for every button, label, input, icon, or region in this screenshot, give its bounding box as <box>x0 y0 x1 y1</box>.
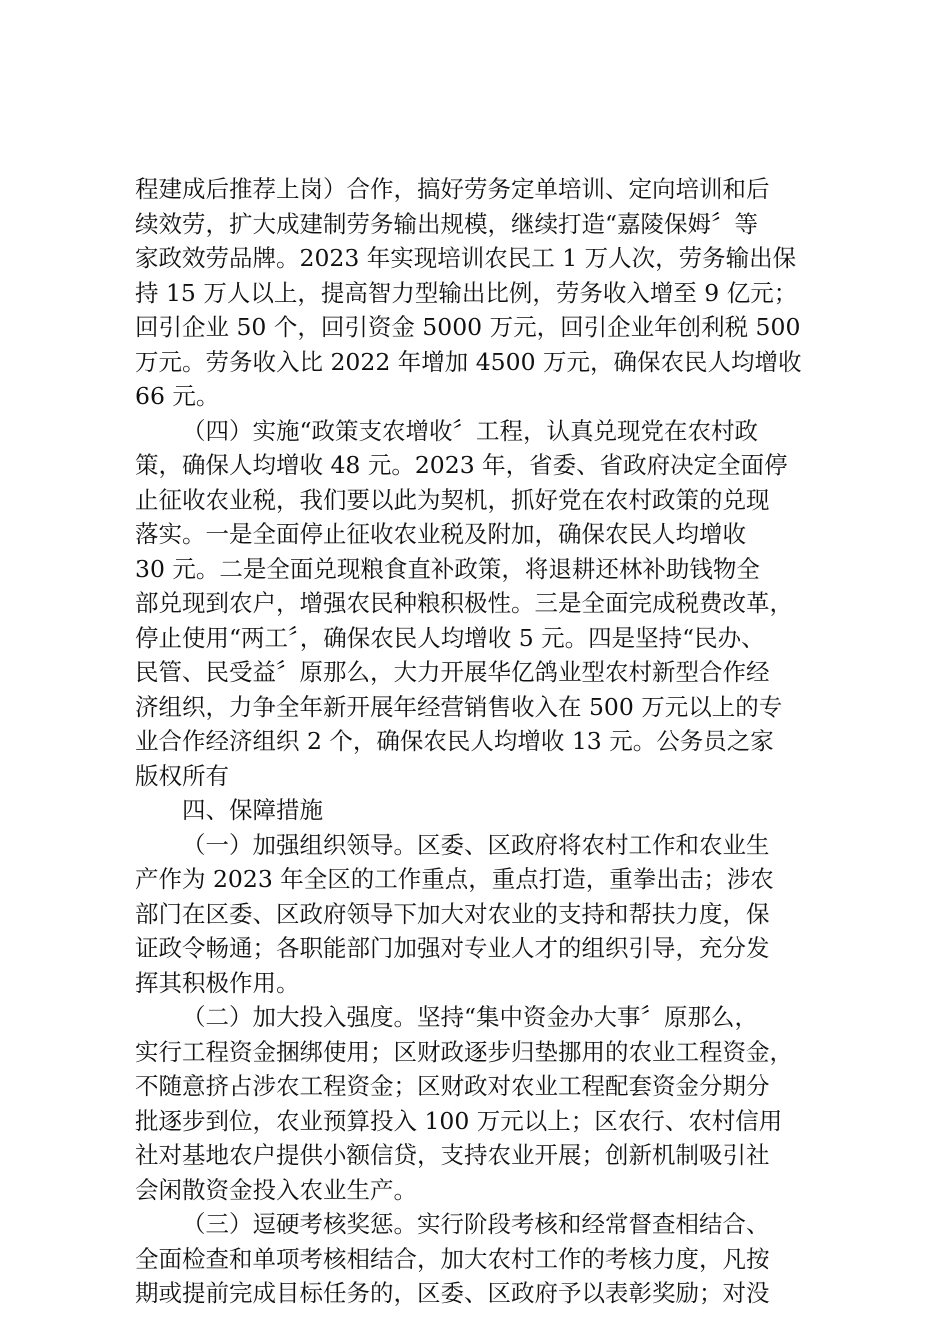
paragraph-line: 产作为 2023 年全区的工作重点，重点打造，重拳出击；涉农 <box>135 865 774 893</box>
paragraph-line: 期或提前完成目标任务的，区委、区政府予以表彰奖励；对没 <box>135 1279 770 1307</box>
paragraph-line: 版权所有 <box>135 761 229 790</box>
paragraph-line: （二）加大投入强度。坚持“集中资金办大事〞原那么， <box>182 1003 759 1031</box>
paragraph-line: 66 元。 <box>135 382 220 410</box>
paragraph-line: 部门在区委、区政府领导下加大对农业的支持和帮扶力度，保 <box>135 899 770 928</box>
paragraph-line: 30 元。二是全面兑现粮食直补政策，将退耕还林补助钱物全 <box>135 554 760 583</box>
section-heading: 四、保障措施 <box>182 796 323 824</box>
paragraph-line: 济组织，力争全年新开展年经营销售收入在 500 万元以上的专 <box>135 692 783 721</box>
paragraph-line: 续效劳，扩大成建制劳务输出规模，继续打造“嘉陵保姆〞等 <box>135 209 759 238</box>
paragraph-line: 批逐步到位，农业预算投入 100 万元以上；区农行、农村信用 <box>135 1106 783 1135</box>
paragraph-line: 策，确保人均增收 48 元。2023 年，省委、省政府决定全面停 <box>135 451 788 479</box>
paragraph-line: 会闲散资金投入农业生产。 <box>135 1175 417 1204</box>
paragraph-line: 不随意挤占涉农工程资金；区财政对农业工程配套资金分期分 <box>135 1072 770 1100</box>
paragraph-line: 止征收农业税，我们要以此为契机，抓好党在农村政策的兑现 <box>135 485 770 514</box>
paragraph-line: 全面检查和单项考核相结合，加大农村工作的考核力度，凡按 <box>135 1244 770 1273</box>
paragraph-line: 停止使用“两工〞，确保农民人均增收 5 元。四是坚持“民办、 <box>135 623 765 652</box>
paragraph-line: 程建成后推荐上岗）合作，搞好劳务定单培训、定向培训和后 <box>135 175 770 203</box>
paragraph-line: 民管、民受益〞原那么，大力开展华亿鸽业型农村新型合作经 <box>135 658 770 686</box>
paragraph-line: 挥其积极作用。 <box>135 968 300 997</box>
paragraph-line: 家政效劳品牌。2023 年实现培训农民工 1 万人次，劳务输出保 <box>135 244 797 272</box>
paragraph-line: 持 15 万人以上，提高智力型输出比例，劳务收入增至 9 亿元； <box>135 278 798 307</box>
paragraph-line: 回引企业 50 个，回引资金 5000 万元，回引企业年创利税 500 <box>135 313 801 341</box>
paragraph-line: （一）加强组织领导。区委、区政府将农村工作和农业生 <box>182 830 770 859</box>
paragraph-line: 落实。一是全面停止征收农业税及附加，确保农民人均增收 <box>135 520 746 548</box>
paragraph-line: 万元。劳务收入比 2022 年增加 4500 万元，确保农民人均增收 <box>135 347 802 376</box>
paragraph-line: （三）逗硬考核奖惩。实行阶段考核和经常督查相结合、 <box>182 1210 770 1238</box>
document-body <box>135 172 835 1311</box>
paragraph-line: 实行工程资金捆绑使用；区财政逐步归垫挪用的农业工程资金， <box>135 1037 793 1066</box>
paragraph-line: 业合作经济组织 2 个，确保农民人均增收 13 元。公务员之家 <box>135 727 774 755</box>
paragraph-line: 部兑现到农户，增强农民种粮积极性。三是全面完成税费改革， <box>135 589 793 617</box>
paragraph-line: 社对基地农户提供小额信贷，支持农业开展；创新机制吸引社 <box>135 1141 770 1169</box>
paragraph-line: 证政令畅通；各职能部门加强对专业人才的组织引导，充分发 <box>135 934 770 962</box>
paragraph-line: （四）实施“政策支农增收〞工程，认真兑现党在农村政 <box>182 416 759 445</box>
